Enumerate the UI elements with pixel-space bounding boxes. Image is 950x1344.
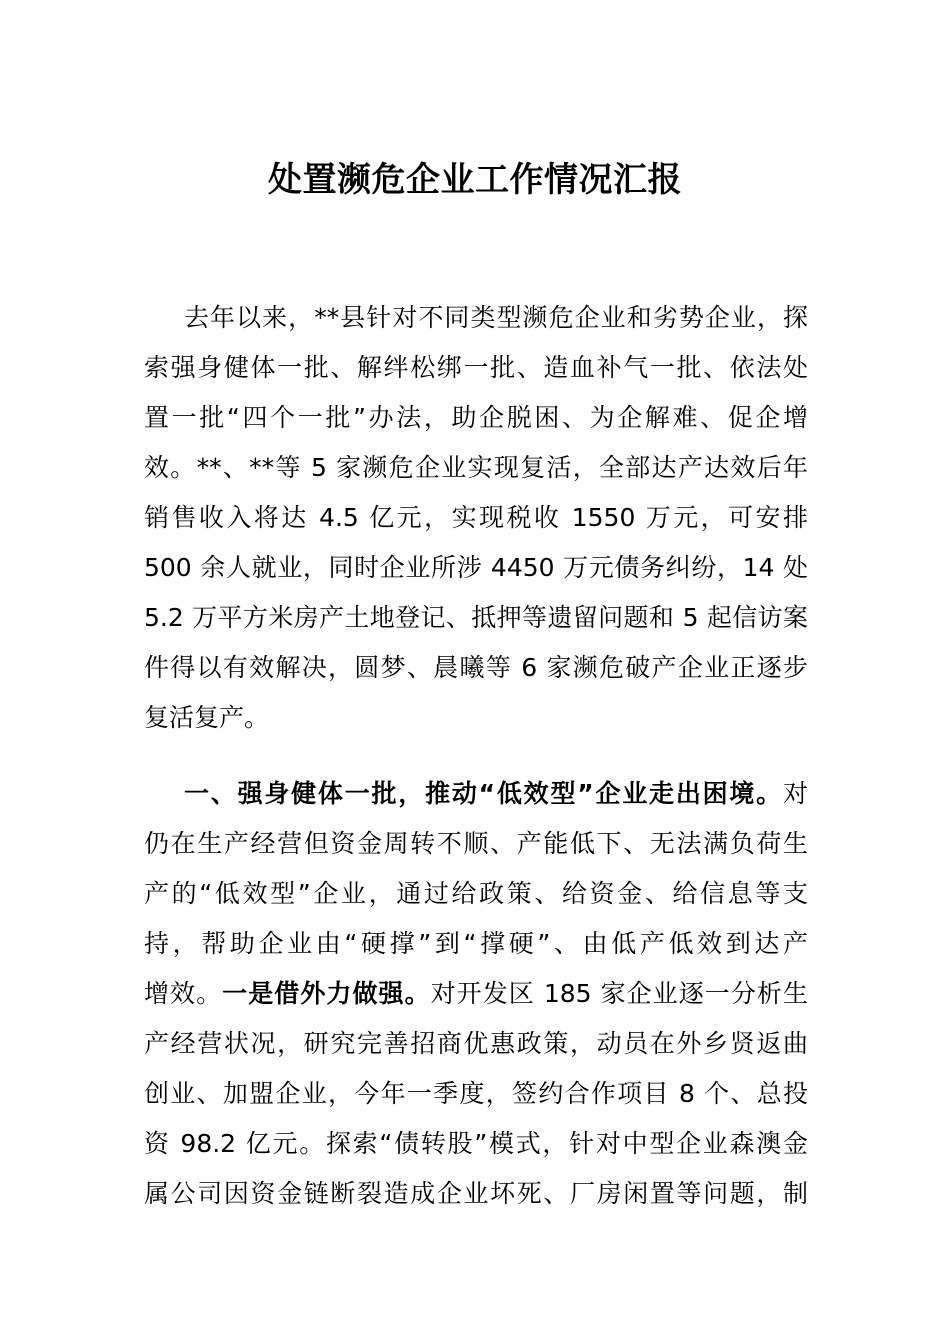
paragraph-line: 索强身健体一批、解绊松绑一批、造血补气一批、依法处 [144,353,808,382]
paragraph-line: 销售收入将达 4.5 亿元，实现税收 1550 万元，可安排 [144,503,808,532]
paragraph-line: 件得以有效解决，圆梦、晨曦等 6 家濒危破产企业正逐步 [144,653,808,682]
paragraph-line: 5.2 万平方米房产土地登记、抵押等遗留问题和 5 起信访案 [144,603,808,632]
subsection-heading: 一是借外力做强。 [222,979,431,1008]
section-heading: 一、强身健体一批，推动“低效型”企业走出困境。 [184,779,783,808]
paragraph-line: 去年以来，**县针对不同类型濒危企业和劣势企业，探 [184,303,808,332]
paragraph-text: 对开发区 185 家企业逐一分析生 [430,979,808,1008]
paragraph-line: 置一批“四个一批”办法，助企脱困、为企解难、促企增 [144,403,808,432]
paragraph-line: 产经营状况，研究完善招商优惠政策，动员在外乡贤返曲 [144,1029,808,1058]
document-title: 处置濒危企业工作情况汇报 [268,160,682,200]
paragraph-line: 效。**、**等 5 家濒危企业实现复活，全部达产达效后年 [144,453,808,482]
paragraph-line [144,969,808,1019]
paragraph-line: 500 余人就业，同时企业所涉 4450 万元债务纠纷，14 处 [144,553,808,582]
paragraph-line [144,769,808,819]
paragraph-line: 属公司因资金链断裂造成企业坏死、厂房闲置等问题，制 [144,1179,808,1208]
paragraph-spacer [144,743,808,769]
paragraph-line: 持，帮助企业由“硬撑”到“撑硬”、由低产低效到达产 [144,929,808,958]
paragraph-line: 仍在生产经营但资金周转不顺、产能低下、无法满负荷生 [144,829,808,858]
paragraph-text: 对 [782,779,808,808]
document-body [144,293,808,1219]
paragraph-section-one [144,769,808,1219]
paragraph-line: 复活复产。 [144,703,270,732]
paragraph-line: 创业、加盟企业，今年一季度，签约合作项目 8 个、总投 [144,1079,808,1108]
paragraph-intro [144,293,808,743]
paragraph-text: 增效。 [144,979,223,1008]
paragraph-line: 资 98.2 亿元。探索“债转股”模式，针对中型企业森澳金 [144,1129,808,1158]
paragraph-line: 产的“低效型”企业，通过给政策、给资金、给信息等支 [144,879,808,908]
